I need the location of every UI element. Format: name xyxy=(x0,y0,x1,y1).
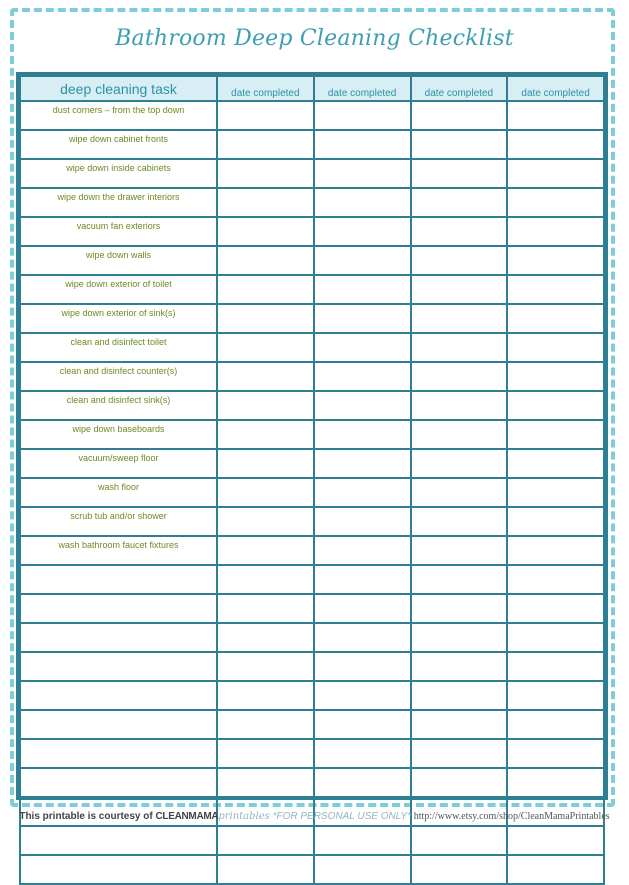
date-completed-cell[interactable] xyxy=(411,507,508,536)
task-cell: dust corners – from the top down xyxy=(20,101,217,130)
table-row xyxy=(20,333,604,362)
task-cell xyxy=(20,652,217,681)
date-completed-cell[interactable] xyxy=(314,768,411,797)
date-completed-cell[interactable] xyxy=(507,449,604,478)
date-completed-cell[interactable] xyxy=(507,710,604,739)
task-cell xyxy=(20,826,217,855)
date-completed-cell[interactable] xyxy=(507,623,604,652)
date-completed-cell[interactable] xyxy=(314,478,411,507)
date-completed-cell[interactable] xyxy=(217,159,314,188)
table-row xyxy=(20,449,604,478)
date-completed-cell[interactable] xyxy=(411,478,508,507)
date-completed-cell[interactable] xyxy=(217,449,314,478)
date-completed-cell[interactable] xyxy=(314,449,411,478)
task-column-header: deep cleaning task xyxy=(20,76,217,101)
date-completed-cell[interactable] xyxy=(507,101,604,130)
date-completed-cell[interactable] xyxy=(507,333,604,362)
task-cell: clean and disinfect counter(s) xyxy=(20,362,217,391)
table-row xyxy=(20,565,604,594)
date-completed-cell[interactable] xyxy=(411,826,508,855)
table-row xyxy=(20,478,604,507)
date-completed-cell[interactable] xyxy=(314,246,411,275)
date-completed-cell[interactable] xyxy=(411,565,508,594)
table-row xyxy=(20,130,604,159)
table-row xyxy=(20,362,604,391)
date-completed-cell[interactable] xyxy=(411,449,508,478)
date-completed-cell[interactable] xyxy=(314,681,411,710)
date-completed-cell[interactable] xyxy=(217,536,314,565)
task-cell: vacuum fan exteriors xyxy=(20,217,217,246)
task-cell: wipe down exterior of toilet xyxy=(20,275,217,304)
table-row xyxy=(20,304,604,333)
table-row xyxy=(20,739,604,768)
table-row xyxy=(20,217,604,246)
date-completed-cell[interactable] xyxy=(217,565,314,594)
date-completed-cell[interactable] xyxy=(411,362,508,391)
date-completed-cell[interactable] xyxy=(411,855,508,884)
date-completed-cell[interactable] xyxy=(411,246,508,275)
date-completed-cell[interactable] xyxy=(314,188,411,217)
footer-shop-link[interactable]: http://www.etsy.com/shop/CleanMamaPrintables xyxy=(413,811,610,822)
date-completed-cell[interactable] xyxy=(217,304,314,333)
date-completed-cell[interactable] xyxy=(217,130,314,159)
date-completed-cell[interactable] xyxy=(217,101,314,130)
date-completed-cell[interactable] xyxy=(217,710,314,739)
task-cell: wipe down exterior of sink(s) xyxy=(20,304,217,333)
table-row xyxy=(20,768,604,797)
table-row xyxy=(20,652,604,681)
table-row xyxy=(20,159,604,188)
date-completed-cell[interactable] xyxy=(314,101,411,130)
date-completed-cell[interactable] xyxy=(507,565,604,594)
task-cell: clean and disinfect sink(s) xyxy=(20,391,217,420)
date-completed-cell[interactable] xyxy=(411,681,508,710)
table-row xyxy=(20,681,604,710)
date-completed-cell[interactable] xyxy=(314,536,411,565)
task-cell xyxy=(20,710,217,739)
date-completed-cell[interactable] xyxy=(217,478,314,507)
date-completed-cell[interactable] xyxy=(411,536,508,565)
date-completed-cell[interactable] xyxy=(411,333,508,362)
task-cell: wash bathroom faucet fixtures xyxy=(20,536,217,565)
date-completed-cell[interactable] xyxy=(217,826,314,855)
date-completed-cell[interactable] xyxy=(314,710,411,739)
date-completed-cell[interactable] xyxy=(217,391,314,420)
date-completed-cell[interactable] xyxy=(217,739,314,768)
date-completed-cell[interactable] xyxy=(411,130,508,159)
date-completed-cell[interactable] xyxy=(507,217,604,246)
date-completed-cell[interactable] xyxy=(507,391,604,420)
date-completed-cell[interactable] xyxy=(507,275,604,304)
date-completed-cell[interactable] xyxy=(507,362,604,391)
task-cell xyxy=(20,739,217,768)
date-completed-cell[interactable] xyxy=(507,420,604,449)
date-column-header: date completed xyxy=(314,76,411,101)
date-completed-cell[interactable] xyxy=(314,362,411,391)
date-completed-cell[interactable] xyxy=(507,739,604,768)
table-row xyxy=(20,275,604,304)
date-completed-cell[interactable] xyxy=(217,420,314,449)
date-completed-cell[interactable] xyxy=(411,275,508,304)
date-completed-cell[interactable] xyxy=(507,536,604,565)
date-completed-cell[interactable] xyxy=(507,159,604,188)
task-cell xyxy=(20,768,217,797)
date-completed-cell[interactable] xyxy=(314,420,411,449)
date-completed-cell[interactable] xyxy=(411,217,508,246)
date-completed-cell[interactable] xyxy=(314,130,411,159)
task-cell: wipe down the drawer interiors xyxy=(20,188,217,217)
task-cell xyxy=(20,855,217,884)
date-completed-cell[interactable] xyxy=(411,710,508,739)
task-cell xyxy=(20,623,217,652)
date-completed-cell[interactable] xyxy=(217,652,314,681)
date-column-header: date completed xyxy=(217,76,314,101)
date-completed-cell[interactable] xyxy=(411,652,508,681)
date-completed-cell[interactable] xyxy=(217,855,314,884)
date-completed-cell[interactable] xyxy=(411,739,508,768)
date-completed-cell[interactable] xyxy=(314,217,411,246)
date-completed-cell[interactable] xyxy=(217,507,314,536)
task-cell: wipe down baseboards xyxy=(20,420,217,449)
date-column-header: date completed xyxy=(411,76,508,101)
date-completed-cell[interactable] xyxy=(411,623,508,652)
date-completed-cell[interactable] xyxy=(314,275,411,304)
date-completed-cell[interactable] xyxy=(507,594,604,623)
date-completed-cell[interactable] xyxy=(314,623,411,652)
date-completed-cell[interactable] xyxy=(314,565,411,594)
date-completed-cell[interactable] xyxy=(507,188,604,217)
table-row xyxy=(20,420,604,449)
date-completed-cell[interactable] xyxy=(411,188,508,217)
table-row xyxy=(20,623,604,652)
task-cell: scrub tub and/or shower xyxy=(20,507,217,536)
date-completed-cell[interactable] xyxy=(507,826,604,855)
task-cell: wipe down walls xyxy=(20,246,217,275)
date-completed-cell[interactable] xyxy=(314,304,411,333)
date-completed-cell[interactable] xyxy=(507,652,604,681)
date-completed-cell[interactable] xyxy=(314,826,411,855)
task-cell xyxy=(20,681,217,710)
date-completed-cell[interactable] xyxy=(217,681,314,710)
date-completed-cell[interactable] xyxy=(217,188,314,217)
footer-courtesy: This printable is courtesy of xyxy=(19,811,153,822)
table-row xyxy=(20,594,604,623)
date-completed-cell[interactable] xyxy=(217,623,314,652)
date-completed-cell[interactable] xyxy=(217,362,314,391)
date-completed-cell[interactable] xyxy=(314,507,411,536)
date-completed-cell[interactable] xyxy=(314,594,411,623)
date-completed-cell[interactable] xyxy=(314,739,411,768)
date-completed-cell[interactable] xyxy=(217,333,314,362)
table-row xyxy=(20,507,604,536)
date-completed-cell[interactable] xyxy=(411,101,508,130)
checklist-table xyxy=(19,75,605,885)
date-completed-cell[interactable] xyxy=(314,333,411,362)
date-completed-cell[interactable] xyxy=(217,217,314,246)
footer-credit xyxy=(0,811,629,822)
task-cell: clean and disinfect toilet xyxy=(20,333,217,362)
task-cell: vacuum/sweep floor xyxy=(20,449,217,478)
date-completed-cell[interactable] xyxy=(507,507,604,536)
task-cell xyxy=(20,565,217,594)
date-completed-cell[interactable] xyxy=(411,768,508,797)
date-completed-cell[interactable] xyxy=(507,304,604,333)
table-row xyxy=(20,246,604,275)
table-row xyxy=(20,826,604,855)
date-completed-cell[interactable] xyxy=(507,855,604,884)
table-row xyxy=(20,710,604,739)
date-completed-cell[interactable] xyxy=(314,391,411,420)
date-completed-cell[interactable] xyxy=(507,478,604,507)
footer-brand-logo: CLEANMAMA xyxy=(155,811,219,822)
checklist-table-container xyxy=(16,72,608,800)
task-cell xyxy=(20,594,217,623)
date-completed-cell[interactable] xyxy=(507,768,604,797)
footer-personal-use-note: *FOR PERSONAL USE ONLY* xyxy=(272,811,411,822)
header-row xyxy=(20,76,604,101)
date-completed-cell[interactable] xyxy=(217,594,314,623)
date-completed-cell[interactable] xyxy=(217,768,314,797)
footer-brand-sub: printables xyxy=(218,811,270,822)
date-completed-cell[interactable] xyxy=(411,159,508,188)
date-completed-cell[interactable] xyxy=(507,246,604,275)
date-completed-cell[interactable] xyxy=(314,652,411,681)
task-cell: wipe down cabinet fronts xyxy=(20,130,217,159)
date-completed-cell[interactable] xyxy=(314,855,411,884)
date-column-header: date completed xyxy=(507,76,604,101)
date-completed-cell[interactable] xyxy=(217,246,314,275)
date-completed-cell[interactable] xyxy=(411,594,508,623)
date-completed-cell[interactable] xyxy=(507,681,604,710)
table-row xyxy=(20,391,604,420)
date-completed-cell[interactable] xyxy=(217,275,314,304)
date-completed-cell[interactable] xyxy=(314,159,411,188)
task-rows xyxy=(20,101,604,884)
date-completed-cell[interactable] xyxy=(507,130,604,159)
date-completed-cell[interactable] xyxy=(411,304,508,333)
table-row xyxy=(20,536,604,565)
table-row xyxy=(20,188,604,217)
page-title: Bathroom Deep Cleaning Checklist xyxy=(115,26,514,51)
table-row xyxy=(20,855,604,884)
task-cell: wipe down inside cabinets xyxy=(20,159,217,188)
task-cell: wash floor xyxy=(20,478,217,507)
date-completed-cell[interactable] xyxy=(411,420,508,449)
date-completed-cell[interactable] xyxy=(411,391,508,420)
table-row xyxy=(20,101,604,130)
